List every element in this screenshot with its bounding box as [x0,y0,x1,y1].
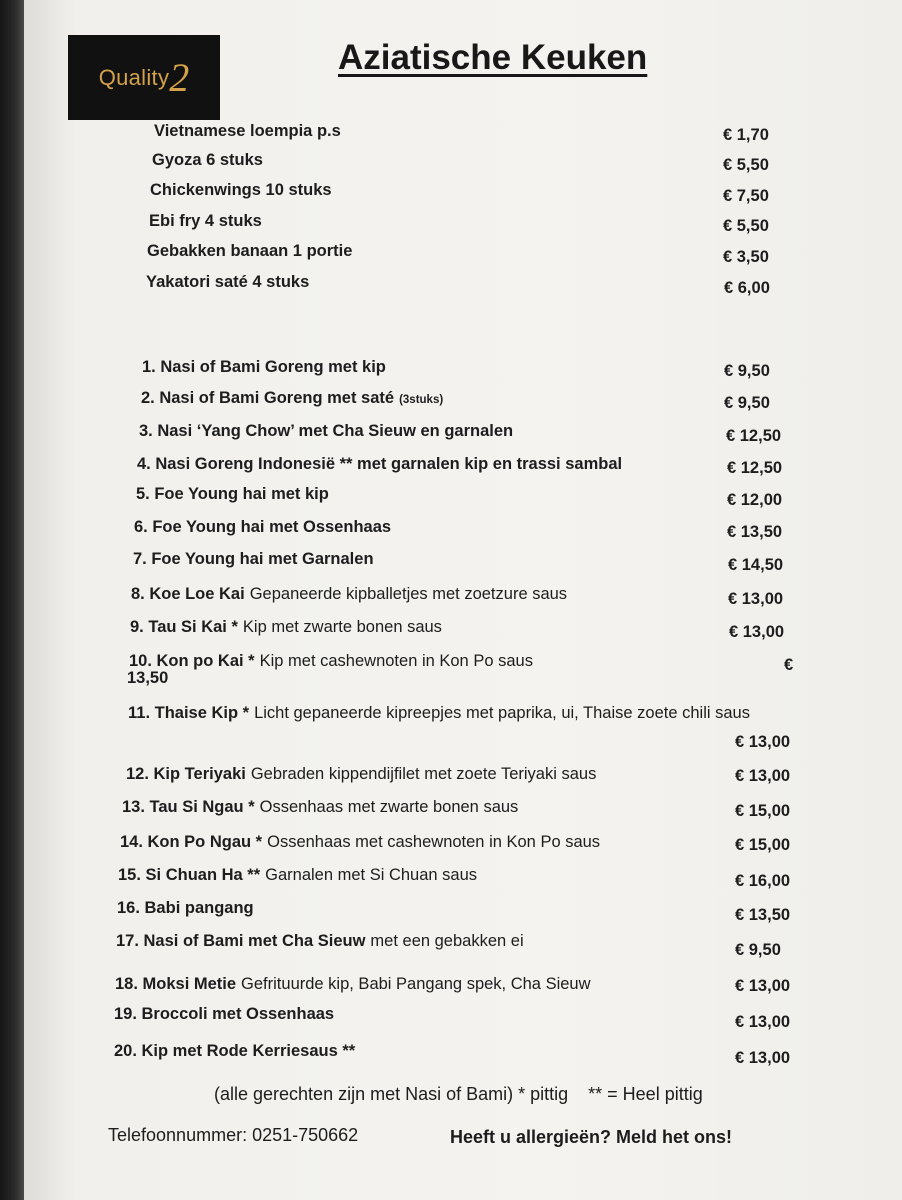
starter-name: Ebi fry 4 stuks [149,212,262,230]
starter-price: € 5,50 [723,156,769,174]
dish-price: € 13,00 [728,590,784,608]
dish-price: € 9,50 [724,362,770,380]
dish-name: 10. Kon po Kai * [129,652,255,670]
logo-number: 2 [169,54,190,100]
dish-item [131,585,567,604]
dish-item [122,798,518,817]
phone-number: Telefoonnummer: 0251-750662 [108,1125,359,1145]
dish-name: 13. Tau Si Ngau * [122,798,255,816]
dish-name: 2. Nasi of Bami Goreng met saté [141,389,395,407]
dish-description: Ossenhaas met zwarte bonen saus [259,798,519,816]
starter-price: € 5,50 [723,217,769,235]
dish-name: 15. Si Chuan Ha ** [118,866,261,884]
dish-price: € 13,00 [735,733,791,751]
dish-price: € 13,50 [735,906,791,924]
dish-item [126,765,596,784]
dish-item [134,518,391,537]
dish-note: (3stuks) [399,394,444,406]
dish-name: 11. Thaise Kip * [128,704,250,722]
dish-item [129,652,533,671]
dish-price: € [784,656,794,674]
dish-item [128,704,750,723]
dish-price: € 13,00 [735,767,791,785]
starter-price: € 6,00 [724,279,770,297]
starter-price: € 3,50 [723,248,769,266]
dish-price: € 15,00 [735,802,791,820]
dish-item [120,833,600,852]
dish-name: 4. Nasi Goreng Indonesië ** met garnalen kip en trassi sambal [137,455,623,473]
dish-price: € 9,50 [735,941,781,959]
dish-item [142,358,386,377]
dish-description: Ossenhaas met cashewnoten in Kon Po saus [267,833,601,851]
starter-item [146,273,309,292]
dish-name: 14. Kon Po Ngau * [120,833,263,851]
dish-description: Kip met zwarte bonen saus [242,618,442,636]
starter-item [150,181,332,200]
dish-description: met een gebakken ei [370,932,524,950]
dish-description: Licht gepaneerde kipreepjes met paprika, ui, Thaise zoete chili saus [254,704,750,722]
starter-price: € 7,50 [723,187,769,205]
dish-price-wrapped: 13,50 [127,669,169,687]
dish-name: 8. Koe Loe Kai [131,585,245,603]
dish-name: 5. Foe Young hai met kip [136,485,329,503]
page-title: Aziatische Keuken [338,38,648,77]
starter-item [147,242,352,261]
dish-name: 6. Foe Young hai met Ossenhaas [134,518,392,536]
dish-name: 16. Babi pangang [117,899,254,917]
dish-price: € 13,00 [735,977,791,995]
dish-name: 12. Kip Teriyaki [126,765,246,783]
dish-price: € 13,00 [735,1013,791,1031]
logo-text: Quality [98,64,170,90]
dish-price: € 13,50 [727,523,783,541]
allergy-notice: Heeft u allergieën? Meld het ons! [450,1127,733,1147]
dish-name: 19. Broccoli met Ossenhaas [114,1005,335,1023]
dish-name: 7. Foe Young hai met Garnalen [133,550,374,568]
starter-item [154,122,341,141]
dish-name: 18. Moksi Metie [115,975,237,993]
dish-price: € 12,00 [727,491,783,509]
dish-name: 9. Tau Si Kai * [130,618,238,636]
dish-price: € 13,00 [729,623,785,641]
dish-name: 1. Nasi of Bami Goreng met kip [142,358,386,376]
dish-item [133,550,374,569]
dish-name: 3. Nasi ‘Yang Chow’ met Cha Sieuw en garnalen [139,422,514,440]
dish-price: € 12,50 [727,459,783,477]
starter-name: Yakatori saté 4 stuks [146,273,310,291]
dish-price: € 13,00 [735,1049,791,1067]
dish-item [118,866,477,885]
dish-item [139,422,513,441]
dish-name: 20. Kip met Rode Kerriesaus ** [114,1042,356,1060]
dish-name: 17. Nasi of Bami met Cha Sieuw [116,932,366,950]
dish-description: Gepaneerde kipballetjes met zoetzure saus [249,585,568,603]
dish-item [115,975,591,994]
dish-item [137,455,622,474]
dish-description: Gebraden kippendijfilet met zoete Teriyaki saus [250,765,597,783]
dish-price: € 9,50 [724,394,770,412]
dish-price: € 14,50 [728,556,784,574]
quality2-logo [68,35,220,120]
dish-description: Garnalen met Si Chuan saus [265,866,478,884]
starter-item [149,212,262,231]
dish-item [141,389,443,408]
starter-price: € 1,70 [723,126,769,144]
dish-price: € 16,00 [735,872,791,890]
dish-item [136,485,329,504]
dish-item [114,1005,334,1024]
starter-name: Gebakken banaan 1 portie [147,242,353,260]
dish-item [114,1042,355,1061]
dish-price: € 15,00 [735,836,791,854]
table-edge [0,0,24,1200]
starter-item [152,151,263,170]
starter-name: Chickenwings 10 stuks [150,181,332,199]
dish-price: € 12,50 [726,427,782,445]
dish-item [116,932,524,951]
spice-legend: (alle gerechten zijn met Nasi of Bami) * pittig ** = Heel pittig [214,1084,703,1104]
starter-name: Vietnamese loempia p.s [154,122,341,140]
dish-item [130,618,442,637]
starter-name: Gyoza 6 stuks [152,151,263,169]
dish-item [117,899,254,918]
dish-description: Kip met cashewnoten in Kon Po saus [259,652,533,670]
dish-description: Gefrituurde kip, Babi Pangang spek, Cha Sieuw [241,975,591,993]
